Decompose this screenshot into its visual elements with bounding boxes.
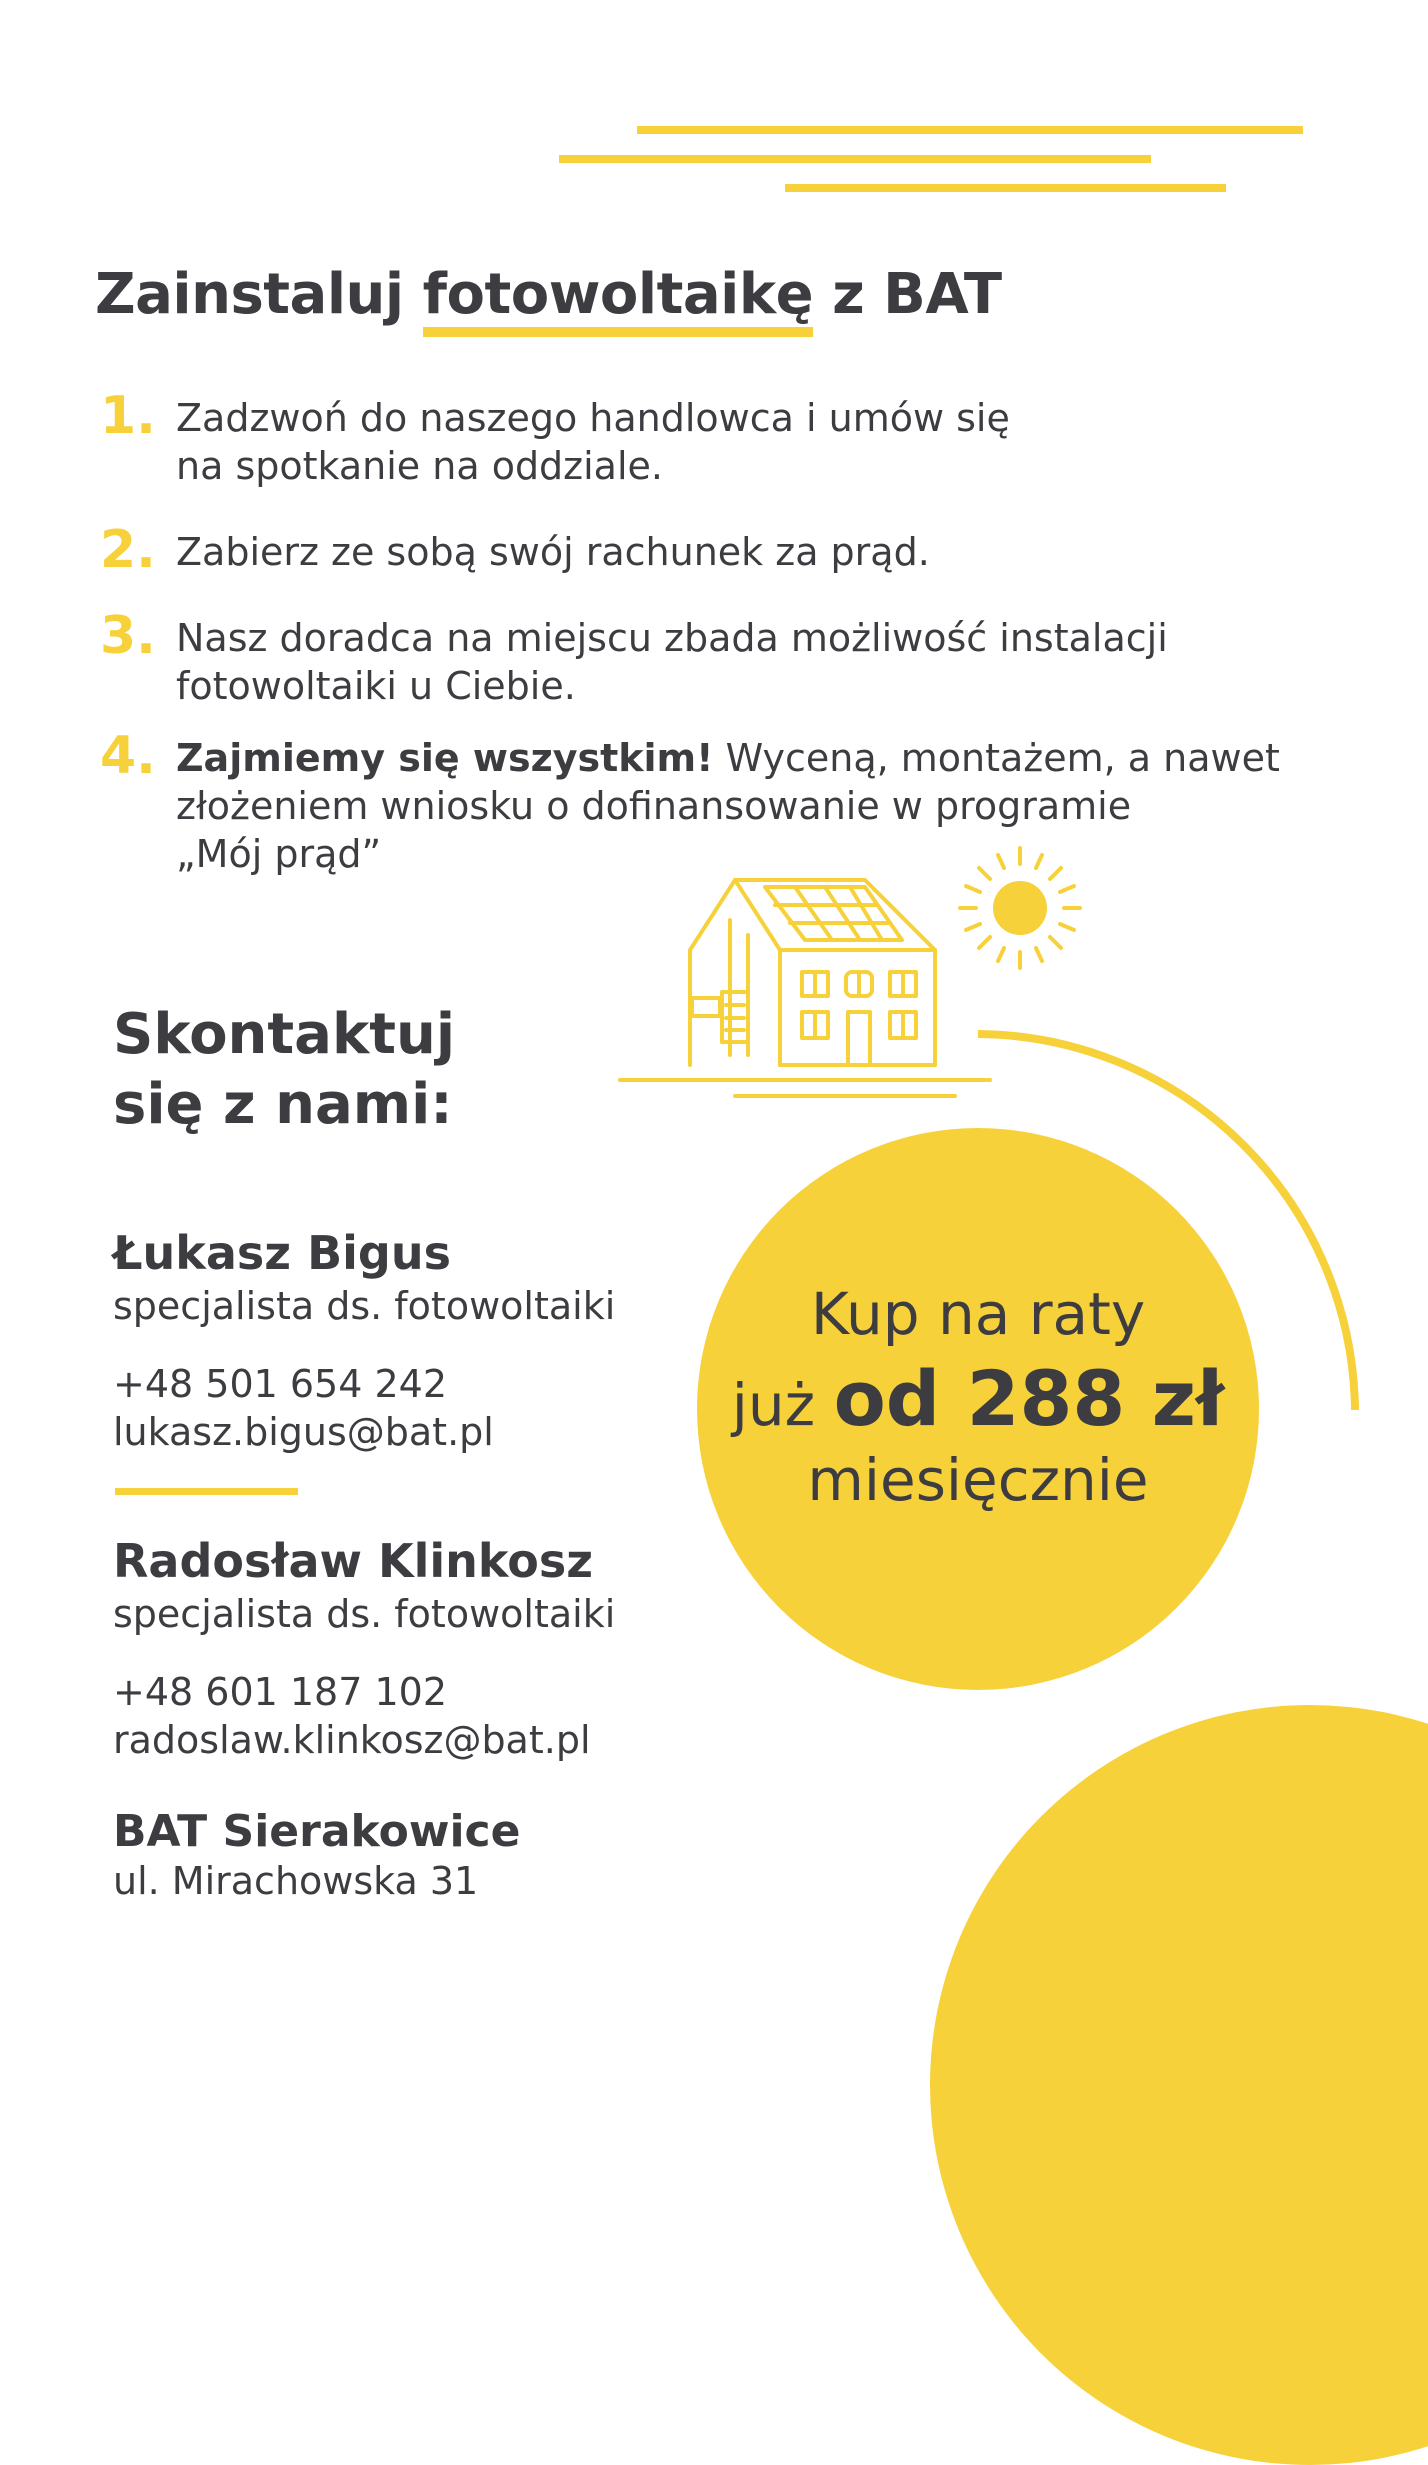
person-name: Łukasz Bigus <box>113 1226 451 1280</box>
title-highlight: fotowoltaikę <box>422 262 814 327</box>
step-3 <box>100 606 1330 710</box>
person-role: specjalista ds. fotowoltaiki <box>113 1284 616 1328</box>
step-number: 3. <box>100 606 156 666</box>
person-email[interactable]: radoslaw.klinkosz@bat.pl <box>113 1718 591 1762</box>
step-body: Wyceną, montażem, a nawet złożeniem wniosku o dofinansowanie w programie „Mój prąd” <box>176 736 1280 876</box>
contact-person-1 <box>113 1226 615 1456</box>
step-body: Zadzwoń do naszego handlowca i umów się na spotkanie na oddziale. <box>176 396 1010 488</box>
step-2 <box>100 520 1330 580</box>
page-title <box>95 262 1002 327</box>
contact-separator <box>115 1488 298 1495</box>
person-phone[interactable]: +48 601 187 102 <box>113 1670 448 1714</box>
step-body: Zabierz ze sobą swój rachunek za prąd. <box>176 530 930 574</box>
branch-name: BAT Sierakowice <box>113 1806 521 1857</box>
person-name: Radosław Klinkosz <box>113 1534 594 1588</box>
offer-line-3: miesięcznie <box>807 1446 1149 1514</box>
offer-badge <box>697 1128 1259 1690</box>
branch-address: ul. Mirachowska 31 <box>113 1859 479 1903</box>
step-number: 2. <box>100 520 156 580</box>
title-prefix: Zainstaluj <box>95 262 423 327</box>
contact-heading-line-1: Skontaktuj <box>113 1002 456 1067</box>
person-role: specjalista ds. fotowoltaiki <box>113 1592 616 1636</box>
sun-icon <box>950 840 1090 980</box>
contact-heading <box>113 1000 455 1140</box>
contact-heading-line-2: się z nami: <box>113 1072 453 1137</box>
step-number: 4. <box>100 726 156 786</box>
offer-line-2 <box>697 1354 1259 1443</box>
person-phone[interactable]: +48 501 654 242 <box>113 1362 448 1406</box>
decor-line-1 <box>637 126 1303 134</box>
offer-prefix: już <box>731 1371 834 1439</box>
step-text <box>176 614 1330 710</box>
step-1 <box>100 386 1330 490</box>
branch-info <box>113 1806 520 1905</box>
contact-person-2 <box>113 1534 615 1764</box>
offer-price: od 288 zł <box>833 1354 1225 1443</box>
step-number: 1. <box>100 386 156 446</box>
decor-line-2 <box>559 155 1151 163</box>
person-email[interactable]: lukasz.bigus@bat.pl <box>113 1410 494 1454</box>
step-text <box>176 394 1330 490</box>
offer-line-1: Kup na raty <box>810 1280 1146 1348</box>
decor-circle <box>930 1705 1428 2465</box>
step-text <box>176 528 1330 576</box>
title-suffix: z BAT <box>813 262 1002 327</box>
decor-line-3 <box>785 184 1226 192</box>
step-body: Nasz doradca na miejscu zbada możliwość instalacji fotowoltaiki u Ciebie. <box>176 616 1168 708</box>
step-bold: Zajmiemy się wszystkim! <box>176 736 714 780</box>
